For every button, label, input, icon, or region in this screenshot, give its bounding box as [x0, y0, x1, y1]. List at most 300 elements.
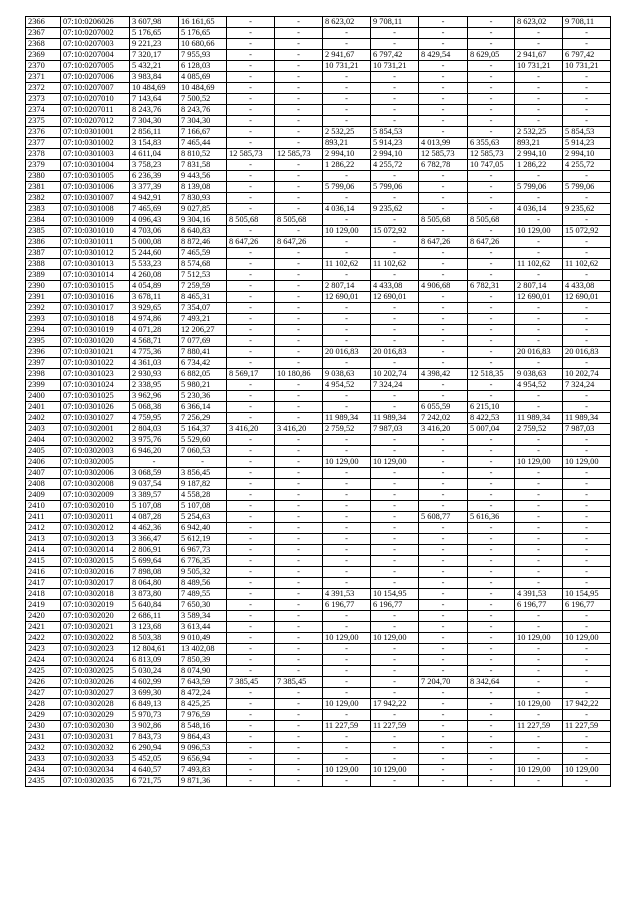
value-cell: -: [419, 523, 468, 534]
value-cell: -: [515, 446, 563, 457]
value-cell: -: [515, 677, 563, 688]
value-cell: -: [275, 72, 323, 83]
value-cell: -: [275, 50, 323, 61]
value-cell: -: [275, 28, 323, 39]
value-cell: 7 843,73: [130, 732, 179, 743]
value-cell: -: [468, 490, 515, 501]
value-cell: -: [227, 402, 275, 413]
value-cell: 10 202,74: [371, 369, 419, 380]
value-cell: -: [130, 457, 179, 468]
value-cell: 10 129,00: [371, 633, 419, 644]
cadastral-number-cell: 07:10:0301018: [61, 314, 130, 325]
value-cell: 11 102,62: [515, 259, 563, 270]
value-cell: 9 235,62: [563, 204, 611, 215]
cadastral-number-cell: 07:10:0301024: [61, 380, 130, 391]
value-cell: -: [227, 512, 275, 523]
value-cell: 5 452,05: [130, 754, 179, 765]
value-cell: 9 505,32: [179, 567, 227, 578]
value-cell: 9 027,85: [179, 204, 227, 215]
value-cell: -: [371, 193, 419, 204]
value-cell: -: [323, 303, 371, 314]
value-cell: -: [563, 644, 611, 655]
value-cell: 12 690,01: [515, 292, 563, 303]
value-cell: 7 465,69: [130, 204, 179, 215]
row-number-cell: 2366: [26, 17, 61, 28]
table-row: [26, 754, 611, 765]
value-cell: 10 484,69: [130, 83, 179, 94]
value-cell: -: [371, 743, 419, 754]
value-cell: -: [227, 50, 275, 61]
value-cell: 3 983,84: [130, 72, 179, 83]
table-row: [26, 270, 611, 281]
value-cell: 2 759,52: [515, 424, 563, 435]
value-cell: -: [515, 534, 563, 545]
row-number-cell: 2416: [26, 567, 61, 578]
table-row: [26, 292, 611, 303]
cadastral-number-cell: 07:10:0302010: [61, 501, 130, 512]
table-row: [26, 94, 611, 105]
value-cell: 11 227,59: [323, 721, 371, 732]
table-row: [26, 490, 611, 501]
value-cell: -: [468, 479, 515, 490]
value-cell: 2 994,10: [563, 149, 611, 160]
value-cell: -: [419, 358, 468, 369]
table-row: [26, 457, 611, 468]
value-cell: -: [419, 534, 468, 545]
value-cell: -: [515, 479, 563, 490]
cadastral-number-cell: 07:10:0301006: [61, 182, 130, 193]
row-number-cell: 2390: [26, 281, 61, 292]
value-cell: -: [227, 655, 275, 666]
cadastral-number-cell: 07:10:0301007: [61, 193, 130, 204]
value-cell: 10 129,00: [515, 765, 563, 776]
table-row: [26, 776, 611, 787]
table-row: [26, 644, 611, 655]
row-number-cell: 2435: [26, 776, 61, 787]
value-cell: 1 286,22: [515, 160, 563, 171]
value-cell: 7 512,53: [179, 270, 227, 281]
value-cell: -: [468, 556, 515, 567]
cadastral-number-cell: 07:10:0302028: [61, 699, 130, 710]
value-cell: -: [515, 314, 563, 325]
value-cell: -: [371, 688, 419, 699]
row-number-cell: 2412: [26, 523, 61, 534]
value-cell: 10 129,00: [563, 457, 611, 468]
value-cell: 6 782,31: [468, 281, 515, 292]
value-cell: 11 989,34: [323, 413, 371, 424]
value-cell: -: [419, 633, 468, 644]
value-cell: 7 259,59: [179, 281, 227, 292]
value-cell: -: [468, 710, 515, 721]
cadastral-number-cell: 07:10:0302012: [61, 523, 130, 534]
value-cell: -: [515, 325, 563, 336]
value-cell: -: [227, 281, 275, 292]
row-number-cell: 2433: [26, 754, 61, 765]
row-number-cell: 2387: [26, 248, 61, 259]
value-cell: -: [323, 336, 371, 347]
table-body: [26, 17, 611, 787]
value-cell: 7 060,53: [179, 446, 227, 457]
value-cell: -: [323, 314, 371, 325]
value-cell: -: [419, 457, 468, 468]
value-cell: 12 690,01: [371, 292, 419, 303]
value-cell: -: [515, 545, 563, 556]
value-cell: 3 607,98: [130, 17, 179, 28]
cadastral-number-cell: 07:10:0301022: [61, 358, 130, 369]
value-cell: -: [227, 556, 275, 567]
value-cell: 8 548,16: [179, 721, 227, 732]
cadastral-number-cell: 07:10:0302008: [61, 479, 130, 490]
value-cell: 12 804,61: [130, 644, 179, 655]
value-cell: 2 930,93: [130, 369, 179, 380]
value-cell: -: [563, 479, 611, 490]
value-cell: -: [419, 721, 468, 732]
value-cell: 4 085,69: [179, 72, 227, 83]
value-cell: 10 129,00: [515, 633, 563, 644]
value-cell: 4 640,57: [130, 765, 179, 776]
value-cell: -: [515, 72, 563, 83]
table-row: [26, 446, 611, 457]
row-number-cell: 2384: [26, 215, 61, 226]
value-cell: -: [227, 468, 275, 479]
value-cell: 10 731,21: [515, 61, 563, 72]
value-cell: 5 799,06: [323, 182, 371, 193]
value-cell: 5 699,64: [130, 556, 179, 567]
value-cell: -: [323, 105, 371, 116]
value-cell: 9 038,63: [323, 369, 371, 380]
table-row: [26, 28, 611, 39]
value-cell: 11 102,62: [323, 259, 371, 270]
value-cell: 7 465,59: [179, 248, 227, 259]
value-cell: -: [275, 457, 323, 468]
value-cell: 7 643,59: [179, 677, 227, 688]
value-cell: -: [275, 105, 323, 116]
value-cell: 2 994,10: [323, 149, 371, 160]
value-cell: -: [227, 600, 275, 611]
table-row: [26, 61, 611, 72]
row-number-cell: 2426: [26, 677, 61, 688]
value-cell: -: [515, 270, 563, 281]
table-row: [26, 622, 611, 633]
value-cell: -: [563, 83, 611, 94]
value-cell: 13 402,08: [179, 644, 227, 655]
value-cell: 2 806,91: [130, 545, 179, 556]
cadastral-number-cell: 07:10:0207012: [61, 116, 130, 127]
cadastral-number-cell: 07:10:0302018: [61, 589, 130, 600]
value-cell: -: [227, 259, 275, 270]
value-cell: -: [468, 655, 515, 666]
value-cell: 6 946,20: [130, 446, 179, 457]
value-cell: 7 831,58: [179, 160, 227, 171]
value-cell: -: [563, 655, 611, 666]
cadastral-number-cell: 07:10:0302034: [61, 765, 130, 776]
table-row: [26, 215, 611, 226]
value-cell: -: [563, 171, 611, 182]
value-cell: -: [468, 347, 515, 358]
value-cell: 11 989,34: [371, 413, 419, 424]
value-cell: 4 462,36: [130, 523, 179, 534]
value-cell: -: [515, 94, 563, 105]
value-cell: -: [468, 303, 515, 314]
cadastral-number-cell: 07:10:0207003: [61, 39, 130, 50]
value-cell: -: [468, 578, 515, 589]
value-cell: 8 574,68: [179, 259, 227, 270]
value-cell: -: [468, 358, 515, 369]
value-cell: -: [371, 666, 419, 677]
value-cell: 17 942,22: [563, 699, 611, 710]
value-cell: 9 443,56: [179, 171, 227, 182]
cadastral-number-cell: 07:10:0301002: [61, 138, 130, 149]
value-cell: -: [468, 523, 515, 534]
value-cell: -: [563, 556, 611, 567]
value-cell: -: [275, 413, 323, 424]
value-cell: -: [227, 776, 275, 787]
value-cell: 7 385,45: [227, 677, 275, 688]
value-cell: -: [275, 589, 323, 600]
table-row: [26, 578, 611, 589]
value-cell: -: [371, 171, 419, 182]
value-cell: -: [468, 61, 515, 72]
value-cell: -: [323, 358, 371, 369]
value-cell: -: [371, 83, 419, 94]
value-cell: -: [419, 72, 468, 83]
table-row: [26, 204, 611, 215]
row-number-cell: 2405: [26, 446, 61, 457]
value-cell: -: [563, 358, 611, 369]
value-cell: -: [227, 754, 275, 765]
value-cell: 6 355,63: [468, 138, 515, 149]
value-cell: -: [275, 512, 323, 523]
value-cell: 4 568,71: [130, 336, 179, 347]
value-cell: 4 611,04: [130, 149, 179, 160]
value-cell: -: [323, 567, 371, 578]
value-cell: -: [371, 28, 419, 39]
value-cell: -: [515, 193, 563, 204]
value-cell: -: [323, 710, 371, 721]
cadastral-number-cell: 07:10:0301027: [61, 413, 130, 424]
value-cell: -: [515, 248, 563, 259]
value-cell: 4 255,72: [371, 160, 419, 171]
value-cell: 10 731,21: [323, 61, 371, 72]
value-cell: 7 493,21: [179, 314, 227, 325]
value-cell: 5 164,37: [179, 424, 227, 435]
value-cell: 8 465,31: [179, 292, 227, 303]
value-cell: -: [515, 391, 563, 402]
value-cell: -: [515, 743, 563, 754]
value-cell: 2 994,10: [371, 149, 419, 160]
value-cell: -: [419, 666, 468, 677]
cadastral-number-cell: 07:10:0302035: [61, 776, 130, 787]
value-cell: -: [227, 94, 275, 105]
value-cell: 10 154,95: [371, 589, 419, 600]
value-cell: -: [323, 556, 371, 567]
value-cell: -: [563, 776, 611, 787]
value-cell: 7 850,39: [179, 655, 227, 666]
value-cell: -: [275, 303, 323, 314]
row-number-cell: 2371: [26, 72, 61, 83]
value-cell: -: [323, 94, 371, 105]
value-cell: -: [371, 732, 419, 743]
row-number-cell: 2373: [26, 94, 61, 105]
value-cell: -: [468, 193, 515, 204]
value-cell: 8 647,26: [468, 237, 515, 248]
table-row: [26, 39, 611, 50]
value-cell: -: [323, 512, 371, 523]
value-cell: -: [515, 523, 563, 534]
value-cell: 5 068,38: [130, 402, 179, 413]
table-row: [26, 611, 611, 622]
value-cell: -: [227, 325, 275, 336]
value-cell: 10 484,69: [179, 83, 227, 94]
value-cell: -: [227, 710, 275, 721]
value-cell: 5 980,21: [179, 380, 227, 391]
value-cell: 10 154,95: [563, 589, 611, 600]
row-number-cell: 2414: [26, 545, 61, 556]
table-row: [26, 193, 611, 204]
value-cell: 8 647,26: [227, 237, 275, 248]
value-cell: -: [563, 611, 611, 622]
value-cell: -: [323, 193, 371, 204]
value-cell: 4 071,28: [130, 325, 179, 336]
value-cell: -: [275, 204, 323, 215]
value-cell: 2 941,67: [515, 50, 563, 61]
value-cell: -: [468, 435, 515, 446]
value-cell: 6 797,42: [563, 50, 611, 61]
cadastral-number-cell: 07:10:0302024: [61, 655, 130, 666]
value-cell: -: [515, 435, 563, 446]
value-cell: -: [227, 171, 275, 182]
value-cell: -: [275, 567, 323, 578]
cadastral-number-cell: 07:10:0301013: [61, 259, 130, 270]
value-cell: -: [563, 270, 611, 281]
table-row: [26, 160, 611, 171]
value-cell: 6 734,42: [179, 358, 227, 369]
value-cell: -: [275, 160, 323, 171]
table-row: [26, 765, 611, 776]
value-cell: -: [563, 314, 611, 325]
cadastral-number-cell: 07:10:0301019: [61, 325, 130, 336]
value-cell: 5 854,53: [371, 127, 419, 138]
value-cell: -: [371, 237, 419, 248]
table-row: [26, 259, 611, 270]
value-cell: 3 856,45: [179, 468, 227, 479]
table-row: [26, 424, 611, 435]
cadastral-number-cell: 07:10:0301009: [61, 215, 130, 226]
value-cell: 5 254,63: [179, 512, 227, 523]
value-cell: 5 533,23: [130, 259, 179, 270]
value-cell: -: [468, 336, 515, 347]
value-cell: 10 747,05: [468, 160, 515, 171]
value-cell: -: [275, 281, 323, 292]
row-number-cell: 2368: [26, 39, 61, 50]
value-cell: -: [227, 501, 275, 512]
value-cell: -: [468, 567, 515, 578]
value-cell: 4 954,52: [323, 380, 371, 391]
cadastral-number-cell: 07:10:0302032: [61, 743, 130, 754]
row-number-cell: 2406: [26, 457, 61, 468]
value-cell: -: [227, 61, 275, 72]
value-cell: -: [227, 292, 275, 303]
value-cell: -: [275, 127, 323, 138]
value-cell: -: [323, 325, 371, 336]
value-cell: -: [323, 611, 371, 622]
table-row: [26, 325, 611, 336]
table-row: [26, 138, 611, 149]
value-cell: -: [227, 765, 275, 776]
value-cell: -: [419, 545, 468, 556]
value-cell: -: [419, 567, 468, 578]
value-cell: -: [468, 226, 515, 237]
value-cell: -: [563, 325, 611, 336]
row-number-cell: 2379: [26, 160, 61, 171]
value-cell: 8 425,25: [179, 699, 227, 710]
value-cell: 10 180,86: [275, 369, 323, 380]
value-cell: 10 731,21: [371, 61, 419, 72]
value-cell: 6 942,40: [179, 523, 227, 534]
value-cell: -: [275, 116, 323, 127]
value-cell: 10 129,00: [323, 699, 371, 710]
value-cell: -: [515, 336, 563, 347]
value-cell: -: [323, 534, 371, 545]
value-cell: 9 037,54: [130, 479, 179, 490]
value-cell: -: [275, 556, 323, 567]
value-cell: -: [419, 127, 468, 138]
value-cell: 7 385,45: [275, 677, 323, 688]
value-cell: -: [275, 468, 323, 479]
table-row: [26, 127, 611, 138]
table-row: [26, 567, 611, 578]
value-cell: -: [371, 556, 419, 567]
table-row: [26, 314, 611, 325]
value-cell: -: [563, 215, 611, 226]
value-cell: -: [468, 468, 515, 479]
row-number-cell: 2394: [26, 325, 61, 336]
value-cell: 5 230,36: [179, 391, 227, 402]
value-cell: -: [468, 39, 515, 50]
value-cell: -: [563, 446, 611, 457]
value-cell: 10 129,00: [323, 226, 371, 237]
row-number-cell: 2391: [26, 292, 61, 303]
value-cell: 5 176,65: [179, 28, 227, 39]
cadastral-number-cell: 07:10:0207005: [61, 61, 130, 72]
value-cell: -: [227, 611, 275, 622]
value-cell: -: [227, 138, 275, 149]
value-cell: -: [419, 765, 468, 776]
value-cell: -: [468, 457, 515, 468]
row-number-cell: 2407: [26, 468, 61, 479]
value-cell: -: [419, 83, 468, 94]
value-cell: -: [419, 743, 468, 754]
row-number-cell: 2402: [26, 413, 61, 424]
value-cell: -: [323, 446, 371, 457]
value-cell: 11 227,59: [515, 721, 563, 732]
table-row: [26, 347, 611, 358]
value-cell: -: [419, 710, 468, 721]
value-cell: 8 872,46: [179, 237, 227, 248]
value-cell: 3 758,23: [130, 160, 179, 171]
value-cell: 2 807,14: [515, 281, 563, 292]
value-cell: -: [275, 600, 323, 611]
value-cell: -: [371, 116, 419, 127]
value-cell: -: [468, 699, 515, 710]
row-number-cell: 2421: [26, 622, 61, 633]
value-cell: -: [419, 380, 468, 391]
value-cell: 12 585,73: [419, 149, 468, 160]
cadastral-number-cell: 07:10:0302015: [61, 556, 130, 567]
value-cell: 6 290,94: [130, 743, 179, 754]
value-cell: 8 503,38: [130, 633, 179, 644]
value-cell: -: [275, 347, 323, 358]
